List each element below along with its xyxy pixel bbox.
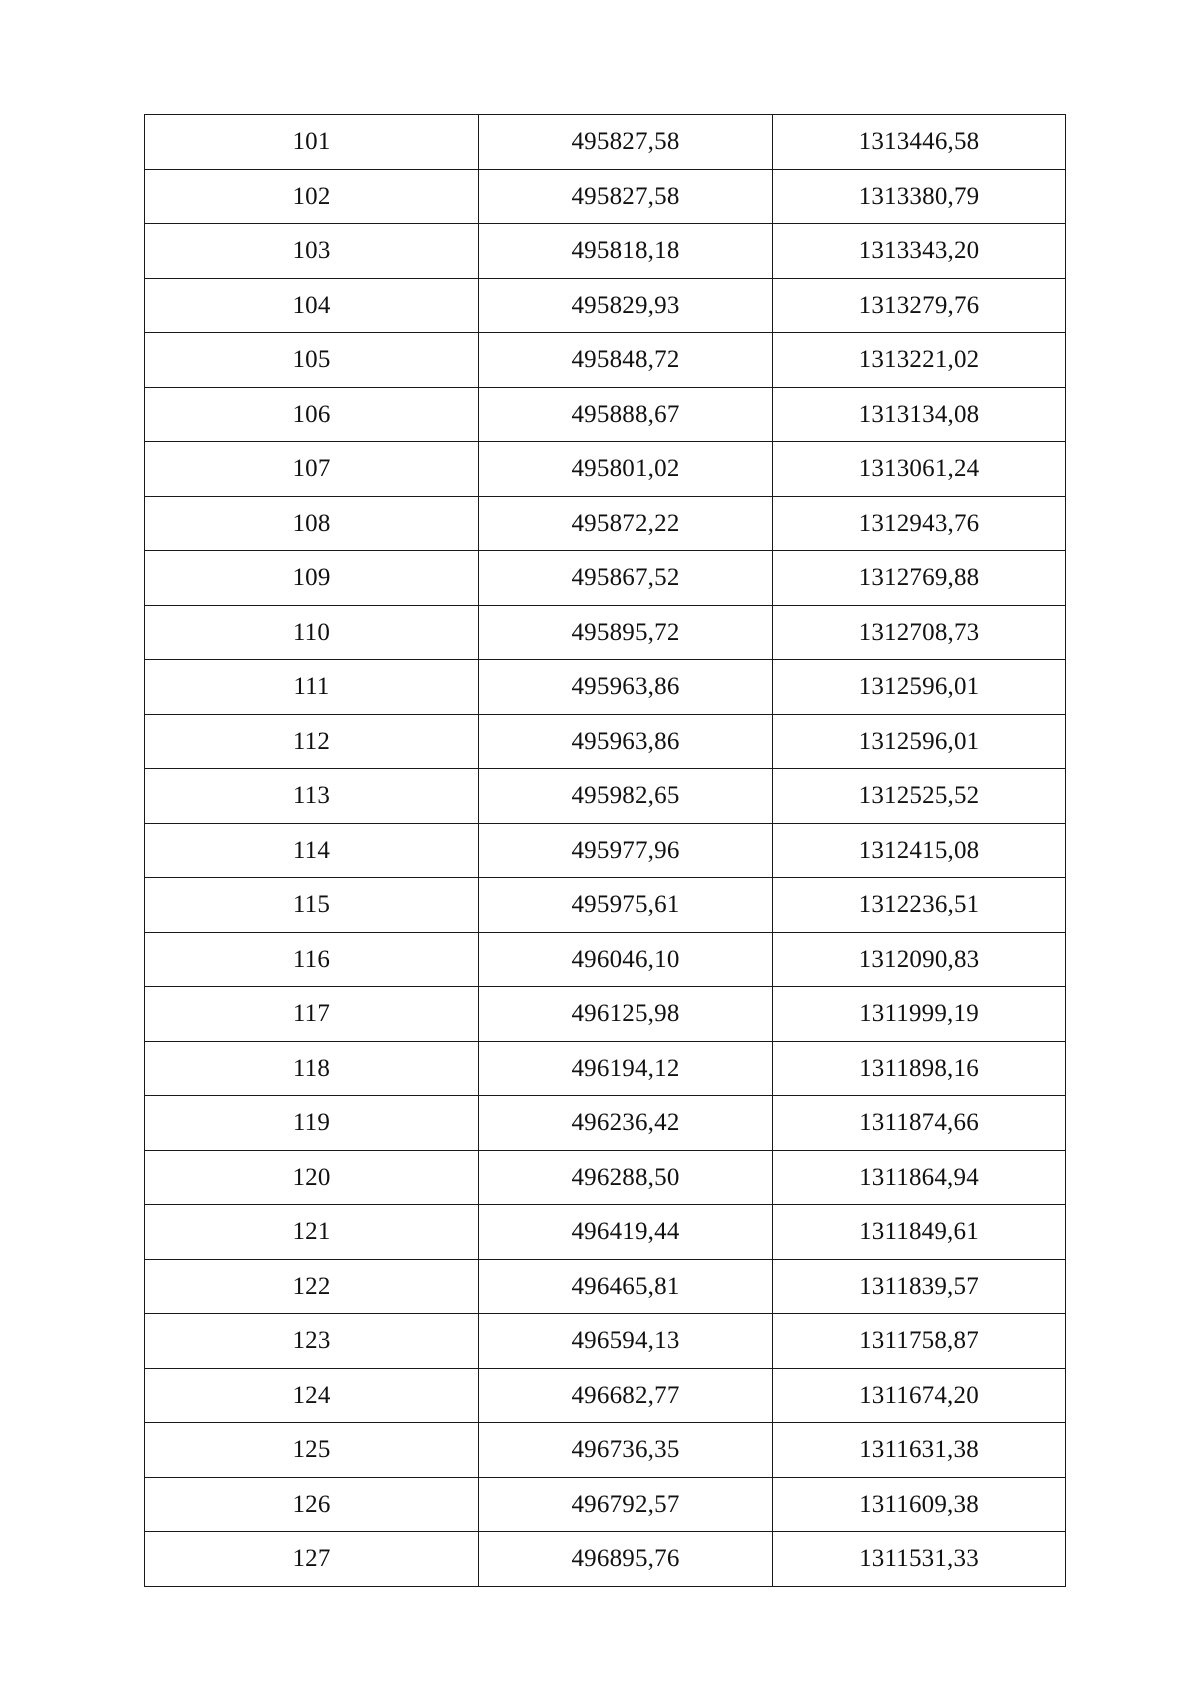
table-row — [145, 278, 1066, 333]
coordinates-table — [144, 114, 1066, 1587]
table-row — [145, 1150, 1066, 1205]
table-row — [145, 1423, 1066, 1478]
point-number-cell: 109 — [145, 551, 479, 606]
y-coordinate-cell: 1311999,19 — [773, 987, 1066, 1042]
point-number-cell: 105 — [145, 333, 479, 388]
y-coordinate-cell: 1311874,66 — [773, 1096, 1066, 1151]
table-row — [145, 660, 1066, 715]
x-coordinate-cell: 495895,72 — [479, 605, 773, 660]
table-row — [145, 714, 1066, 769]
point-number-cell: 111 — [145, 660, 479, 715]
y-coordinate-cell: 1312596,01 — [773, 714, 1066, 769]
y-coordinate-cell: 1312415,08 — [773, 823, 1066, 878]
table-row — [145, 1205, 1066, 1260]
table-row — [145, 1259, 1066, 1314]
table-row — [145, 115, 1066, 170]
point-number-cell: 116 — [145, 932, 479, 987]
point-number-cell: 107 — [145, 442, 479, 497]
y-coordinate-cell: 1313134,08 — [773, 387, 1066, 442]
y-coordinate-cell: 1311898,16 — [773, 1041, 1066, 1096]
y-coordinate-cell: 1313061,24 — [773, 442, 1066, 497]
point-number-cell: 108 — [145, 496, 479, 551]
x-coordinate-cell: 495982,65 — [479, 769, 773, 824]
point-number-cell: 114 — [145, 823, 479, 878]
table-row — [145, 496, 1066, 551]
y-coordinate-cell: 1313221,02 — [773, 333, 1066, 388]
y-coordinate-cell: 1311609,38 — [773, 1477, 1066, 1532]
point-number-cell: 112 — [145, 714, 479, 769]
x-coordinate-cell: 496288,50 — [479, 1150, 773, 1205]
x-coordinate-cell: 496736,35 — [479, 1423, 773, 1478]
y-coordinate-cell: 1313380,79 — [773, 169, 1066, 224]
x-coordinate-cell: 496194,12 — [479, 1041, 773, 1096]
y-coordinate-cell: 1312236,51 — [773, 878, 1066, 933]
x-coordinate-cell: 495829,93 — [479, 278, 773, 333]
table-row — [145, 1096, 1066, 1151]
table-row — [145, 442, 1066, 497]
x-coordinate-cell: 496594,13 — [479, 1314, 773, 1369]
y-coordinate-cell: 1311674,20 — [773, 1368, 1066, 1423]
point-number-cell: 113 — [145, 769, 479, 824]
point-number-cell: 104 — [145, 278, 479, 333]
y-coordinate-cell: 1311864,94 — [773, 1150, 1066, 1205]
x-coordinate-cell: 496125,98 — [479, 987, 773, 1042]
x-coordinate-cell: 495975,61 — [479, 878, 773, 933]
y-coordinate-cell: 1312596,01 — [773, 660, 1066, 715]
table-row — [145, 224, 1066, 279]
y-coordinate-cell: 1313446,58 — [773, 115, 1066, 170]
y-coordinate-cell: 1313343,20 — [773, 224, 1066, 279]
y-coordinate-cell: 1312708,73 — [773, 605, 1066, 660]
y-coordinate-cell: 1313279,76 — [773, 278, 1066, 333]
x-coordinate-cell: 495827,58 — [479, 169, 773, 224]
table-row — [145, 1314, 1066, 1369]
table-row — [145, 333, 1066, 388]
table-row — [145, 169, 1066, 224]
point-number-cell: 103 — [145, 224, 479, 279]
x-coordinate-cell: 495827,58 — [479, 115, 773, 170]
y-coordinate-cell: 1312090,83 — [773, 932, 1066, 987]
table-row — [145, 1368, 1066, 1423]
y-coordinate-cell: 1311849,61 — [773, 1205, 1066, 1260]
y-coordinate-cell: 1312525,52 — [773, 769, 1066, 824]
point-number-cell: 106 — [145, 387, 479, 442]
table-row — [145, 769, 1066, 824]
point-number-cell: 115 — [145, 878, 479, 933]
point-number-cell: 118 — [145, 1041, 479, 1096]
y-coordinate-cell: 1311758,87 — [773, 1314, 1066, 1369]
x-coordinate-cell: 495977,96 — [479, 823, 773, 878]
x-coordinate-cell: 496236,42 — [479, 1096, 773, 1151]
y-coordinate-cell: 1311531,33 — [773, 1532, 1066, 1587]
table-row — [145, 1041, 1066, 1096]
x-coordinate-cell: 495818,18 — [479, 224, 773, 279]
x-coordinate-cell: 496682,77 — [479, 1368, 773, 1423]
point-number-cell: 101 — [145, 115, 479, 170]
table-row — [145, 551, 1066, 606]
point-number-cell: 117 — [145, 987, 479, 1042]
point-number-cell: 125 — [145, 1423, 479, 1478]
x-coordinate-cell: 495963,86 — [479, 714, 773, 769]
point-number-cell: 119 — [145, 1096, 479, 1151]
x-coordinate-cell: 495888,67 — [479, 387, 773, 442]
coordinates-table-body — [145, 115, 1066, 1587]
x-coordinate-cell: 496419,44 — [479, 1205, 773, 1260]
y-coordinate-cell: 1311631,38 — [773, 1423, 1066, 1478]
point-number-cell: 127 — [145, 1532, 479, 1587]
table-row — [145, 387, 1066, 442]
table-row — [145, 932, 1066, 987]
y-coordinate-cell: 1311839,57 — [773, 1259, 1066, 1314]
x-coordinate-cell: 495848,72 — [479, 333, 773, 388]
table-row — [145, 1477, 1066, 1532]
table-row — [145, 987, 1066, 1042]
y-coordinate-cell: 1312769,88 — [773, 551, 1066, 606]
point-number-cell: 126 — [145, 1477, 479, 1532]
x-coordinate-cell: 495801,02 — [479, 442, 773, 497]
x-coordinate-cell: 496792,57 — [479, 1477, 773, 1532]
x-coordinate-cell: 496465,81 — [479, 1259, 773, 1314]
point-number-cell: 123 — [145, 1314, 479, 1369]
table-row — [145, 878, 1066, 933]
x-coordinate-cell: 495867,52 — [479, 551, 773, 606]
point-number-cell: 122 — [145, 1259, 479, 1314]
y-coordinate-cell: 1312943,76 — [773, 496, 1066, 551]
point-number-cell: 120 — [145, 1150, 479, 1205]
table-row — [145, 823, 1066, 878]
point-number-cell: 110 — [145, 605, 479, 660]
x-coordinate-cell: 495872,22 — [479, 496, 773, 551]
point-number-cell: 124 — [145, 1368, 479, 1423]
x-coordinate-cell: 496046,10 — [479, 932, 773, 987]
x-coordinate-cell: 496895,76 — [479, 1532, 773, 1587]
point-number-cell: 102 — [145, 169, 479, 224]
table-row — [145, 1532, 1066, 1587]
x-coordinate-cell: 495963,86 — [479, 660, 773, 715]
table-row — [145, 605, 1066, 660]
point-number-cell: 121 — [145, 1205, 479, 1260]
